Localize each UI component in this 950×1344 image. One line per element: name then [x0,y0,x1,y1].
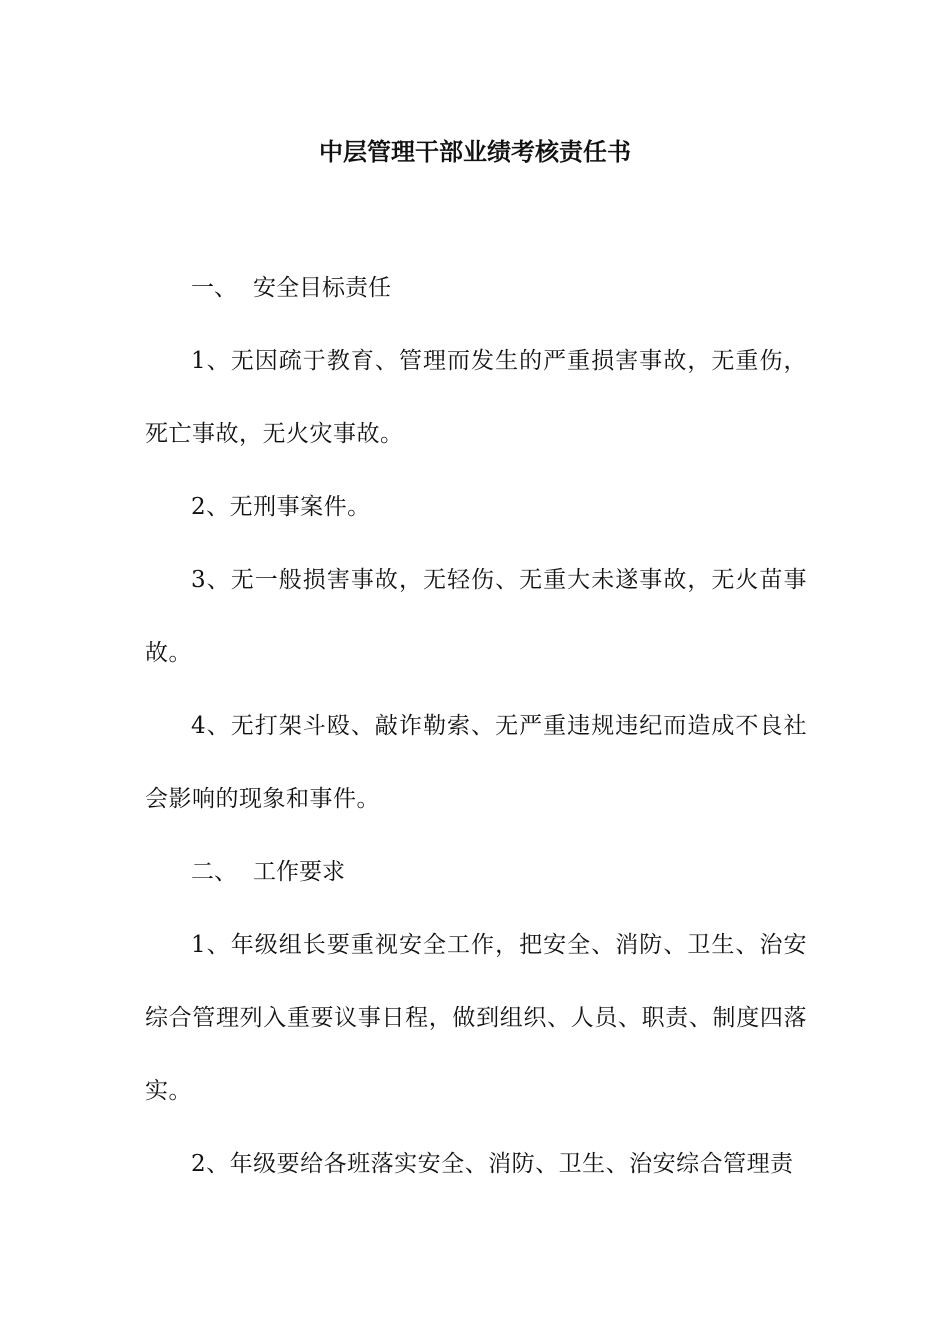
section-number: 一、 [191,275,237,301]
section-title: 工作要求 [253,859,345,885]
document-body [145,252,807,1201]
section-1-item-1: 1、无因疏于教育、管理而发生的严重损害事故，无重伤，死亡事故，无火灾事故。 [145,348,807,447]
section-title: 安全目标责任 [253,275,391,301]
section-2-item-2: 2、年级要给各班落实安全、消防、卫生、治安综合管理责 [191,1151,794,1177]
section-heading-2 [145,836,807,909]
section-number: 二、 [191,859,237,885]
section-1-item-3: 3、无一般损害事故，无轻伤、无重大未遂事故，无火苗事故。 [145,567,807,666]
section-1-item-2: 2、无刑事案件。 [191,494,371,520]
section-2-item-1: 1、年级组长要重视安全工作，把安全、消防、卫生、治安综合管理列入重要议事日程，做到组织、人员、职责、制度四落实。 [145,932,807,1104]
document-title: 中层管理干部业绩考核责任书 [319,138,631,166]
section-1-item-4: 4、无打架斗殴、敲诈勒索、无严重违规违纪而造成不良社会影响的现象和事件。 [145,713,807,812]
section-heading-1 [145,252,807,325]
